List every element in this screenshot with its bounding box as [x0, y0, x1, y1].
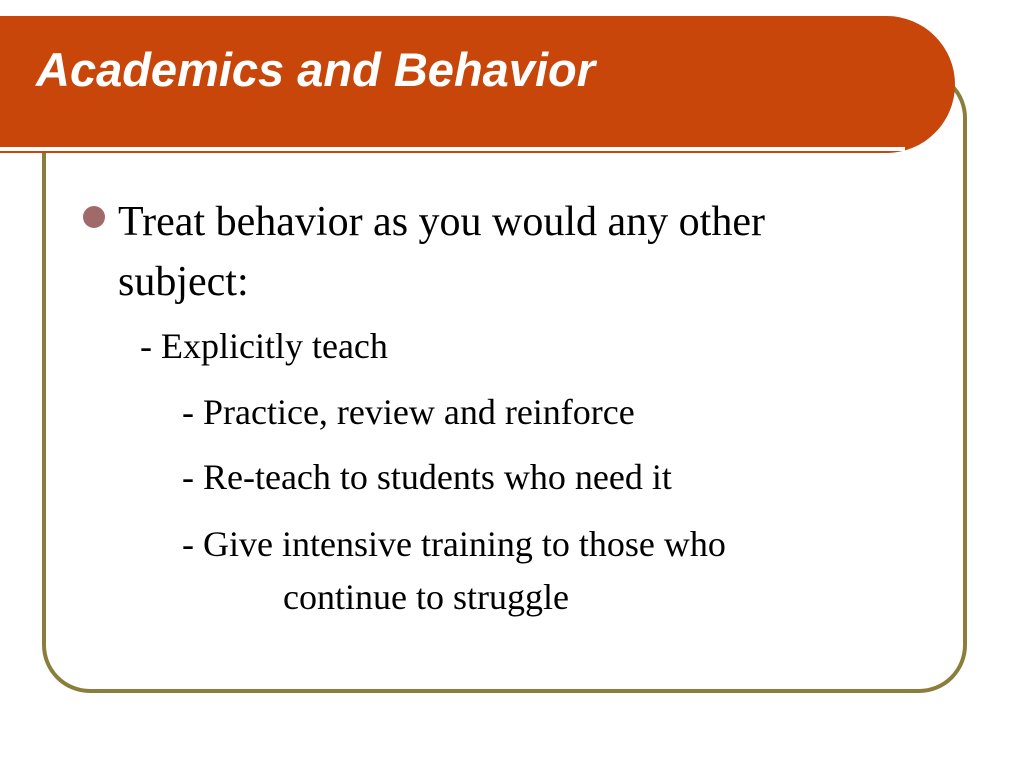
bullet-text: [118, 192, 765, 312]
bullet-line-1: Treat behavior as you would any other: [118, 199, 765, 245]
slide-title: Academics and Behavior: [36, 43, 595, 96]
bullet-dot-icon: [83, 206, 105, 228]
sub-sub-item-intensive-training-continued: continue to struggle: [283, 577, 569, 617]
title-underline: [0, 147, 905, 151]
sub-sub-item-practice: - Practice, review and reinforce: [182, 392, 635, 432]
bullet-line-2: subject:: [118, 259, 249, 305]
sub-item-explicitly-teach: - Explicitly teach: [140, 326, 388, 366]
sub-sub-item-intensive-training: - Give intensive training to those who: [182, 524, 726, 564]
sub-sub-item-reteach: - Re-teach to students who need it: [182, 457, 672, 497]
